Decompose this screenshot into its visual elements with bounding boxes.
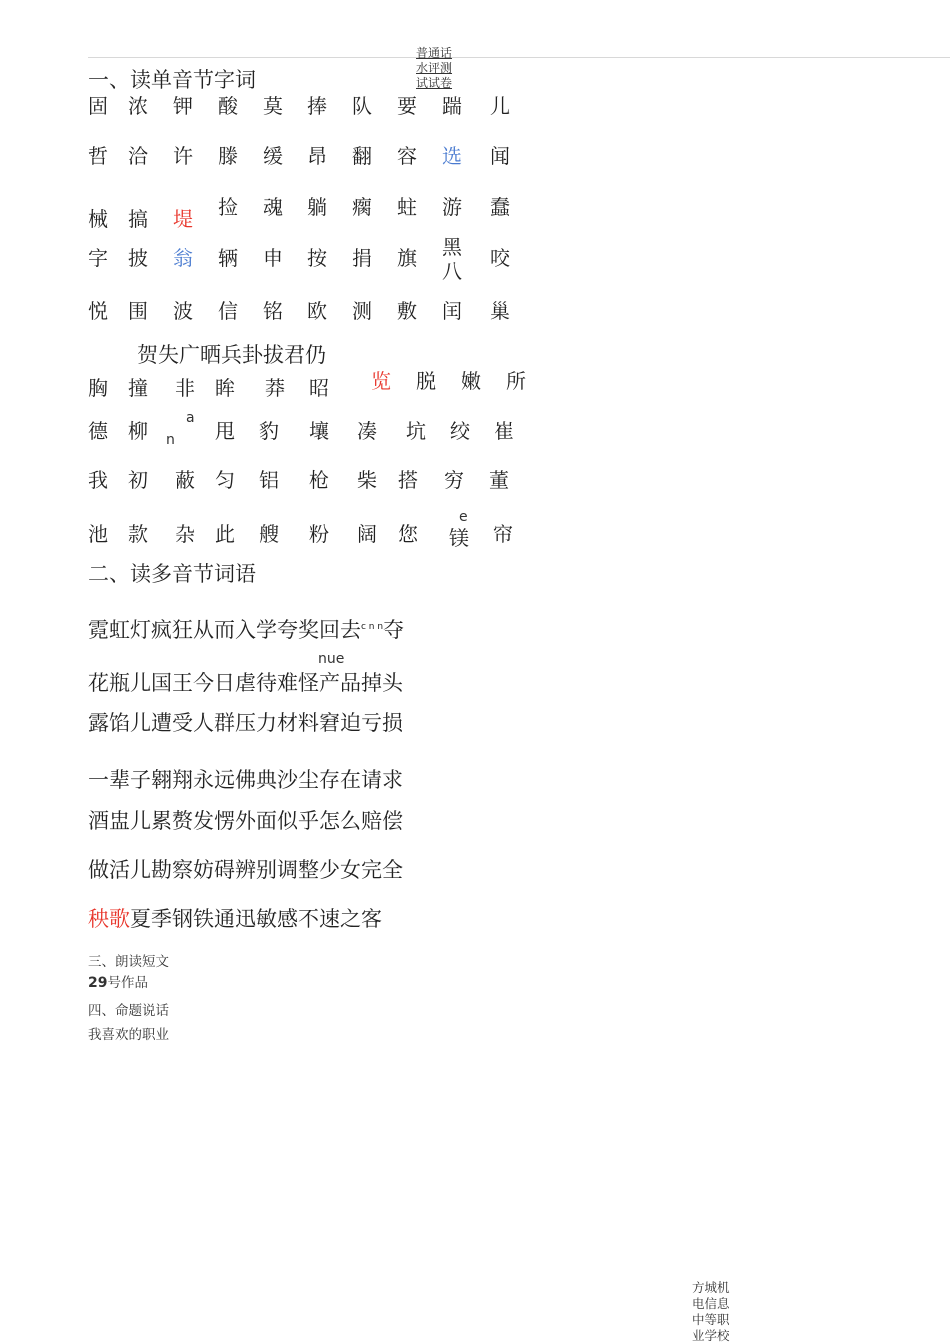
char-cell: 躺 [307,195,327,219]
char-cell: 队 [352,94,372,118]
char-cell: 您 [398,522,418,546]
char-cell: 洽 [128,144,148,168]
char-cell: 蠢 [490,195,510,219]
char-cell: 械 [88,207,108,231]
char-cell: 翁 [173,246,193,270]
char-cell: 捧 [307,94,327,118]
char-cell: 嫩 [461,369,481,393]
footer-note-line: 电信息 [692,1296,730,1311]
word-line-text: 霓虹灯疯狂从而入学夸奖回去 [88,618,361,642]
word-line: 酒盅儿累赘发愣外面似乎怎么赔偿 [88,809,403,833]
char-cell: 酸 [218,94,238,118]
header-rule [88,57,950,58]
char-cell: 申 [263,246,283,270]
pinyin-label: nue [318,651,345,667]
char-cell: 翻 [352,144,372,168]
char-cell: 杂 [175,522,195,546]
char-cell: 穷 [444,468,464,492]
char-cell: 波 [173,299,193,323]
header-note-line: 普通话 [416,46,453,60]
char-cell: 昭 [309,376,329,400]
char-cell: 我 [88,468,108,492]
char-cell: 此 [215,522,235,546]
word-line: 花瓶儿国王今日虐待难怪产品掉头 [88,671,403,695]
char-cell: 咬 [490,246,510,270]
char-cell: 欧 [307,299,327,323]
char-cell: 瘸 [352,195,372,219]
char-cell: 脱 [416,369,436,393]
word-line: 一辈子翱翔永远佛典沙尘存在请求 [88,768,403,792]
header-note-line: 水评测 [416,61,453,75]
header-note [416,46,452,91]
char-cell: 闻 [490,144,510,168]
highlight-word: 秧歌 [88,907,130,931]
char-cell: 柴 [357,468,377,492]
char-cell: 披 [128,246,148,270]
char-cell: 围 [128,299,148,323]
char-cell: 德 [88,419,108,443]
char-cell: 旗 [397,246,417,270]
char-cell: 撞 [128,376,148,400]
char-cell: 枪 [309,468,329,492]
char-cell: 柳 [128,419,148,443]
header-note-line: 试试卷 [416,76,453,90]
char-cell: 阔 [357,522,377,546]
char-cell: 艘 [259,522,279,546]
char-cell: 巢 [490,299,510,323]
char-cell: 固 [88,94,108,118]
pinyin-label: e [459,509,468,525]
char-cell: 甩 [215,419,235,443]
char-cell: 八 [442,259,462,283]
char-cell: 按 [307,246,327,270]
section2-title: 二、读多音节词语 [88,562,256,586]
char-cell: 游 [442,195,462,219]
char-cell: 搭 [398,468,418,492]
char-cell: 踹 [442,94,462,118]
word-line: 做活儿勘察妨碍辨别调整少女完全 [88,858,403,882]
word-line-text: 夏季钢铁通迅敏感不速之客 [130,907,382,931]
word-line [88,615,404,642]
char-cell: 董 [489,468,509,492]
char-cell: 捡 [218,195,238,219]
char-cell: 哲 [88,144,108,168]
char-cell: 绞 [450,419,470,443]
char-cell: 粉 [309,522,329,546]
char-cell: 池 [88,522,108,546]
char-cell: 莽 [265,376,285,400]
char-cell: 凑 [357,419,377,443]
char-cell: 眸 [215,376,235,400]
char-line: 贺失广晒兵卦拔君仍 [137,343,326,367]
char-cell: 黑 [442,235,462,259]
char-cell: 款 [128,522,148,546]
section1-title: 一、读单音节字词 [88,68,256,92]
char-cell: 捐 [352,246,372,270]
char-cell: 壤 [309,419,329,443]
char-cell: 悦 [88,299,108,323]
char-cell: 搞 [128,207,148,231]
word-line-end: 夺 [383,618,405,642]
char-cell: 信 [218,299,238,323]
word-line [88,907,382,931]
char-cell: 容 [397,144,417,168]
char-cell: 铭 [263,299,283,323]
char-cell: 豹 [259,419,279,443]
char-cell: 敷 [397,299,417,323]
footer-note-line: 业学校 [692,1328,730,1343]
word-line: 露馅儿遭受人群压力材料窘迫亏损 [88,711,403,735]
work-suffix: 号作品 [107,975,148,991]
char-cell: 匀 [215,468,235,492]
char-cell: 胸 [88,376,108,400]
pinyin-label: a [186,410,195,426]
footer-note-line: 方城机 [692,1280,730,1295]
footer-note [692,1280,730,1344]
char-cell: 滕 [218,144,238,168]
char-cell: 堤 [173,207,193,231]
work-number: 29 [88,975,108,991]
char-cell: 许 [173,144,193,168]
section3-title: 三、朗读短文 [88,954,169,970]
char-cell: 坑 [406,419,426,443]
char-cell: 闰 [442,299,462,323]
char-cell: 览 [371,369,391,393]
char-cell: 非 [175,376,195,400]
char-cell: 字 [88,246,108,270]
char-cell: 镁 [449,526,469,550]
char-cell: 帘 [493,522,513,546]
char-cell: 昂 [307,144,327,168]
char-cell: 莫 [263,94,283,118]
char-cell: 钾 [173,94,193,118]
pinyin-label: n [166,432,175,448]
char-cell: 崔 [494,419,514,443]
char-cell: 辆 [218,246,238,270]
pinyin-superscript: c n n [361,622,384,632]
char-cell: 儿 [490,94,510,118]
char-cell: 选 [442,144,462,168]
char-cell: 所 [506,369,526,393]
char-cell: 蔽 [175,468,195,492]
char-cell: 浓 [128,94,148,118]
work-label [88,975,148,991]
section4-title: 四、命题说话 [88,1003,169,1019]
char-cell: 蛀 [397,195,417,219]
char-cell: 要 [397,94,417,118]
speaking-topic: 我喜欢的职业 [88,1027,169,1043]
char-cell: 测 [352,299,372,323]
char-cell: 缓 [263,144,283,168]
char-cell: 铝 [259,468,279,492]
char-cell: 初 [128,468,148,492]
footer-note-line: 中等职 [692,1312,730,1327]
char-cell: 魂 [263,195,283,219]
